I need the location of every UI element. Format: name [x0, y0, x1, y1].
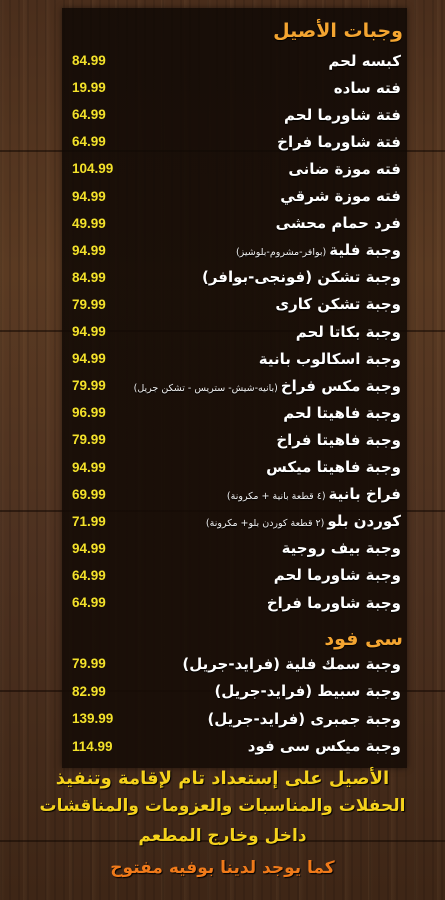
item-name: وجبة بيف روجية — [281, 539, 401, 558]
item-note: (بانيه-شيش- ستريس - تشكن جريل) — [133, 382, 278, 394]
item-name-group — [276, 431, 401, 449]
menu-item-row — [72, 128, 401, 155]
item-price: 79.99 — [72, 296, 106, 312]
item-name-group — [207, 710, 401, 728]
item-price: 96.99 — [72, 405, 106, 421]
item-name: وجبة سمك فلية (فرايد-جريل) — [182, 654, 401, 673]
menu-item-row — [72, 733, 401, 760]
menu-item-row — [72, 426, 401, 453]
item-name: فتة شاورما فراخ — [277, 132, 401, 151]
item-note: (٤ قطعة بانية + مكرونة) — [226, 491, 326, 503]
item-name: فته موزة ضانى — [288, 159, 401, 178]
item-price: 84.99 — [72, 269, 106, 285]
item-name-group — [283, 404, 401, 422]
item-price: 79.99 — [72, 432, 106, 448]
item-name-group — [282, 539, 401, 557]
item-name-group — [328, 52, 401, 70]
item-name: فرد حمام محشى — [275, 214, 401, 233]
menu-item-row — [72, 481, 401, 508]
item-name-group — [288, 160, 401, 178]
item-name: وجبة مكس فراخ — [280, 376, 401, 395]
item-price: 82.99 — [72, 683, 106, 699]
menu-item-row — [72, 399, 401, 426]
menu-item-row — [72, 155, 401, 182]
menu-item-row — [72, 237, 401, 264]
item-price: 94.99 — [72, 188, 106, 204]
item-name: وجبة سبيط (فرايد-جريل) — [214, 682, 401, 700]
item-name-group — [296, 323, 401, 341]
item-price: 64.99 — [72, 134, 106, 150]
item-name-group — [214, 682, 401, 700]
item-name-group — [259, 350, 401, 368]
menu-item-row — [72, 291, 401, 318]
item-name: وجبة ميكس سى فود — [247, 737, 401, 755]
item-name-group — [202, 268, 401, 286]
item-name-group — [277, 133, 401, 151]
item-price: 64.99 — [72, 107, 106, 123]
item-name-group — [275, 295, 401, 313]
menu-item-row — [72, 47, 401, 74]
promo-line-1: الأصيل على إستعداد تام لإقامة وتنفيذ — [55, 768, 390, 789]
item-name-group — [276, 214, 401, 232]
item-name: وجبة جمبرى (فرايد-جريل) — [207, 709, 401, 728]
item-name-group — [227, 485, 401, 503]
item-name-group — [248, 737, 401, 755]
promo-line-4: كما يوجد لدينا بوفيه مفتوح — [110, 858, 335, 878]
menu-item-row — [72, 508, 401, 535]
item-name-group — [280, 187, 401, 205]
item-name: وجبة فاهيتا فراخ — [276, 430, 401, 449]
menu-item-row — [72, 535, 401, 562]
item-name: فته ساده — [333, 78, 401, 97]
item-name-group — [266, 458, 401, 476]
item-price: 79.99 — [72, 656, 106, 671]
item-name: وجبة فلية — [329, 241, 401, 260]
item-price: 94.99 — [72, 324, 106, 339]
menu-item-row — [72, 589, 401, 616]
menu-item-row — [72, 454, 401, 481]
promo-line-2: الحفلات والمناسبات والعزومات والمناقشات — [39, 796, 406, 816]
menu-item-row — [72, 705, 401, 732]
item-name: وجبة شاورما فراخ — [266, 593, 401, 612]
item-price: 49.99 — [72, 215, 106, 231]
item-price: 69.99 — [72, 486, 106, 502]
item-name: وجبة فاهيتا ميكس — [266, 458, 401, 476]
item-note: (بوافر-مشروم-بلوشيز) — [235, 247, 327, 259]
item-price: 94.99 — [72, 540, 106, 556]
promo-line-3: داخل وخارج المطعم — [138, 826, 307, 846]
item-name: وجبة تشكن كارى — [275, 295, 401, 314]
item-note: (٢ قطعة كوردن بلو+ مكرونة) — [205, 518, 325, 530]
item-price: 19.99 — [72, 80, 106, 96]
item-price: 94.99 — [72, 242, 106, 258]
item-name-group — [182, 655, 401, 673]
menu-item-row — [72, 101, 401, 128]
item-name-group — [267, 594, 401, 612]
item-price: 94.99 — [72, 351, 106, 367]
menu-item-row — [72, 318, 401, 345]
item-name: كبسه لحم — [328, 51, 401, 70]
menu-item-row — [72, 678, 401, 705]
item-name: وجبة بكاتا لحم — [295, 322, 401, 341]
menu-item-row — [72, 264, 401, 291]
item-name-group — [134, 377, 401, 395]
menu-item-row — [72, 650, 401, 677]
item-name: فته موزة شرقي — [280, 187, 401, 205]
item-name: وجبة فاهيتا لحم — [283, 403, 401, 422]
menu-item-row — [72, 210, 401, 237]
menu-item-row — [72, 562, 401, 589]
section-title-seafood: سى فود — [324, 628, 403, 650]
item-price: 64.99 — [72, 567, 106, 583]
menu-item-row — [72, 345, 401, 372]
menu-item-row — [72, 183, 401, 210]
item-name-group — [284, 106, 401, 124]
item-name-group — [334, 79, 401, 97]
item-price: 79.99 — [72, 378, 106, 394]
item-name: وجبة تشكن (فونجى-بوافر) — [201, 268, 401, 287]
item-price: 94.99 — [72, 459, 106, 475]
item-price: 114.99 — [72, 738, 113, 754]
item-name-group — [274, 566, 401, 584]
section-title-meals: وجبات الأصيل — [273, 20, 403, 42]
item-name: وجبة شاورما لحم — [273, 566, 401, 585]
item-name-group — [206, 512, 401, 530]
item-price: 64.99 — [72, 595, 106, 610]
menu-item-row — [72, 74, 401, 101]
item-name: فتة شاورما لحم — [284, 105, 401, 124]
item-name-group — [236, 241, 401, 259]
item-price: 139.99 — [72, 711, 114, 726]
item-name: وجبة اسكالوب بانية — [258, 349, 401, 368]
item-name: كوردن بلو — [327, 512, 401, 531]
item-price: 84.99 — [72, 53, 106, 68]
item-price: 71.99 — [72, 513, 106, 529]
item-name: فراخ بانية — [328, 485, 401, 504]
menu-item-row — [72, 372, 401, 399]
item-price: 104.99 — [72, 161, 114, 177]
